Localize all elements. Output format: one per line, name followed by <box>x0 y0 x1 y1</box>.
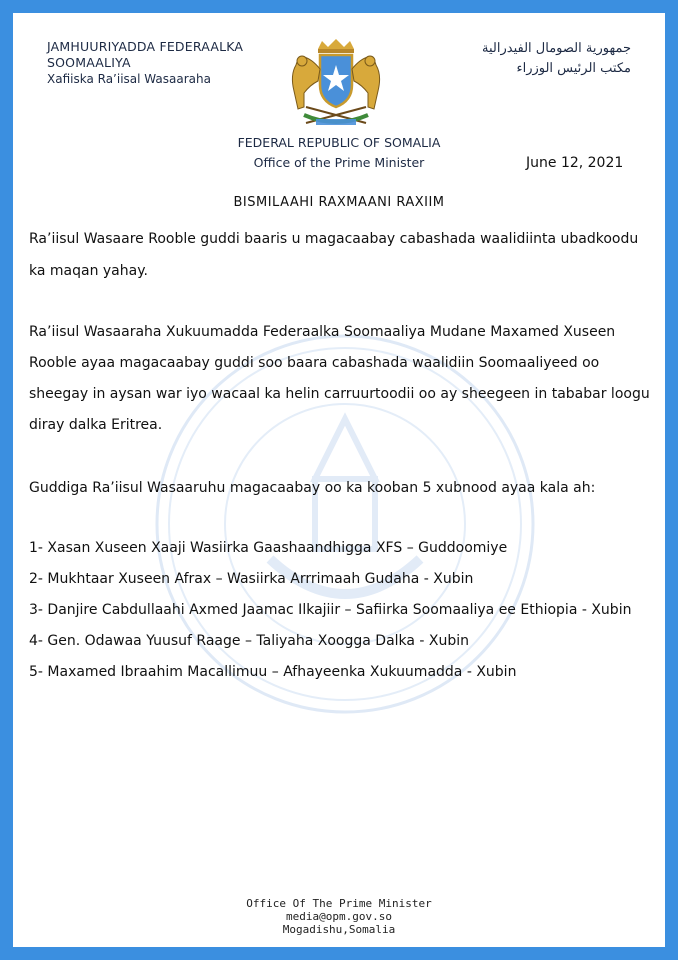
header-left-line2: SOOMAALIYA <box>47 55 131 70</box>
somalia-coat-of-arms-icon <box>276 35 396 131</box>
paragraph-2: Ra’iisul Wasaaraha Xukuumadda Federaalka Soomaaliya Mudane Maxamed Xuseen Rooble ayaa magacaabay guddi soo baara cabashada waalidiin Soomaaliyeed oo sheegay in aysan war iyo wacaal ka helin carruurtoodii oo ay sheegeen in tababar loogu diray dalka Eritrea. <box>29 324 650 433</box>
list-item: 5- Maxamed Ibraahim Macallimuu – Afhayeenka Xukuumadda - Xubin <box>29 664 517 680</box>
footer-office: Office Of The Prime Minister <box>246 897 432 910</box>
list-item: 3- Danjire Cabdullaahi Axmed Jaamac Ilkajiir – Safiirka Soomaaliya ee Ethiopia - Xubin <box>29 602 632 618</box>
footer-location: Mogadishu,Somalia <box>282 923 396 936</box>
paragraph-3: Guddiga Ra’iisul Wasaaruhu magacaabay oo ka kooban 5 xubnood ayaa kala ah: <box>29 480 596 496</box>
letter-page <box>13 13 665 947</box>
list-item: 4- Gen. Odawaa Yuusuf Raage – Taliyaha Xoogga Dalka - Xubin <box>29 633 470 649</box>
committee-member-list <box>29 536 631 691</box>
footer-block <box>13 897 665 936</box>
header-left-block <box>47 39 243 87</box>
paragraph-1: Ra’iisul Wasaare Rooble guddi baaris u magacaabay cabashada waalidiinta ubadkoodu ka maqan yahay. <box>29 231 639 279</box>
header-center-line2: Office of the Prime Minister <box>253 155 425 170</box>
header-right-block <box>482 39 631 79</box>
header-left-line1: JAMHUURIYADDA FEDERAALKA <box>47 39 244 54</box>
list-item: 2- Mukhtaar Xuseen Afrax – Wasiirka Arrrimaah Gudaha - Xubin <box>29 571 474 587</box>
bismillah-heading: BISMILAAHI RAXMAANI RAXIIM <box>233 195 445 210</box>
header-right-line1: جمهورية الصومال الفيدرالية <box>482 41 631 56</box>
document-date: June 12, 2021 <box>526 155 624 171</box>
header-center-line1: FEDERAL REPUBLIC OF SOMALIA <box>237 135 441 150</box>
list-item: 1- Xasan Xuseen Xaaji Wasiirka Gaashaandhigga XFS – Guddoomiye <box>29 540 508 556</box>
footer-email: media@opm.gov.so <box>286 910 392 923</box>
header-right-line2: مكتب الرئيس الوزراء <box>516 61 631 76</box>
header-left-line3: Xafiiska Ra’iisal Wasaaraha <box>47 72 211 86</box>
